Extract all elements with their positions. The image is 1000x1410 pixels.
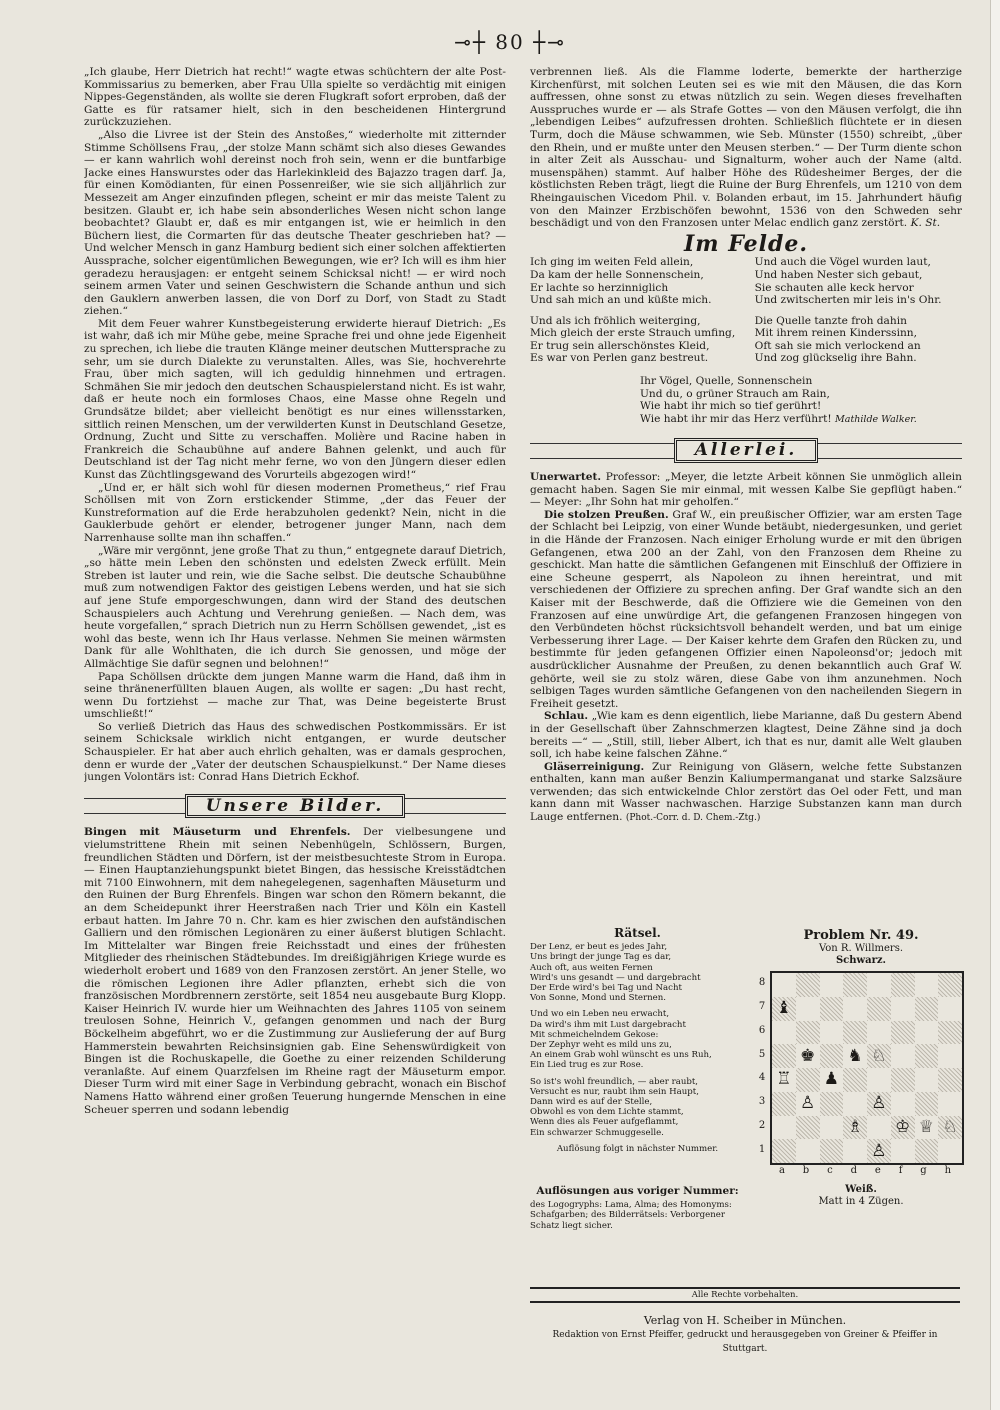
- chess-problem: [756, 928, 966, 1208]
- board-square-b6: [796, 1021, 820, 1045]
- board-square-d8: [843, 973, 867, 997]
- imprint: [530, 1314, 960, 1356]
- poem-stanza: Ich ging im weiten Feld allein, Da kam der helle Sonnenschein, Er lachte so herzinniglich Und sah mich an und küßte mich.: [530, 256, 712, 307]
- chess-piece: ♚: [800, 1045, 816, 1066]
- story-paragraph: „Wäre mir vergönnt, jene große That zu thun,“ entgegnete darauf Dietrich, „so hätte mein Leben den schönsten und edelsten Zweck erfüllt. Mein Streben ist lauter und rein, wie die Sache selbst. Die deutsche Schaubühne muß zum notwendigen Faktor des geistigen Lebens werden, und hat sie sich auf jene Stufe emporgeschwungen, dann wird der Stand des deutschen Schauspielers auch Achtung und Verehrung genießen. — Nach dem, was heute vorgefallen,“ sprach Dietrich nun zu Herrn Schöllsen gewendet, „ist es wohl das beste, wenn ich Ihr Haus verlasse. Nehmen Sie meinen wärmsten Dank für alle Wohlthaten, die ich durch Sie genossen, und möge der Allmächtige Sie dafür segnen und belohnen!“: [84, 544, 506, 670]
- ornament-right: [405, 798, 506, 814]
- chess-piece: ♞: [847, 1045, 863, 1066]
- board-square-d7: [843, 997, 867, 1021]
- board-square-g8: [915, 973, 939, 997]
- rank-label: 5: [758, 1048, 766, 1060]
- riddle-stanza: Der Lenz, er beut es jedes Jahr, Uns bringt der junge Tag es dar, Auch oft, aus weiten Fernen Wird's uns gesandt — und dargebracht Der Erde wird's bei Tag und Nacht Von Sonne, Mond und Sternen.: [530, 942, 701, 1004]
- story-paragraph: „Und er, er hält sich wohl für diesen modernen Prometheus,“ rief Frau Schöllsen mit von Zorn erstickender Stimme, „der das Feuer der Kunstreformation auf die Erde herabzuholen gedenkt? Nein, nicht in die Gauklerbude gehört er elender, betrogener junger Mann, nach dem Narrenhause sollte man ihn schaffen.“: [84, 481, 506, 544]
- board-square-b5: [796, 1044, 820, 1068]
- rank-label: 3: [758, 1096, 766, 1108]
- article-body-right: verbrennen ließ. Als die Flamme loderte, bemerkte der hartherzige Kirchenfürst, mit solchen Leuten sei es wie mit den Mäusen, die das Korn auffressen, ohne sonst zu etwas nützlich zu sein. Wegen dieses frevelhaften Ausspruches wurde er — als Strafe Gottes — von den Mäusen verfolgt, die ihn „lebendigen Leibes“ aufzufressen drohten. Schließlich flüchtete er in diesen Turm, doch die Mäuse schwammen, wie Seb. Münster (1550) schreibt, „über den Rhein, und er mußte unter den Meusen sterben.“ — Der Turm diente schon in alter Zeit als Ausschau- und Signalturm, woher auch der Name (altd. musenspähen) stammt. Auf halber Höhe des Rüdesheimer Berges, der die köstlichsten Reben trägt, liegt die Ruine der Burg Ehrenfels, um 1210 von dem Rheingauischen Vicedom Phil. v. Bolanden erbaut, im 15. Jahrhundert häufig von den Mainzer Erzbischöfen bewohnt, 1536 von den Schweden sehr beschädigt und von den Franzosen unter Melac endlich ganz zerstört.: [530, 66, 962, 230]
- allerlei-item: Gläserreinigung. Zur Reinigung von Gläsern, welche fette Substanzen enthalten, kann man außer Benzin Kaliumpermanganat und starke Salzsäure verwenden; das sich entwickelnde Chlor zerstört das Oel oder Fett, und man kann dann mit Wasser nachwaschen. Harzige Substanzen kann man durch Lauge entfernen. (Phot.-Corr. d. D. Chem.-Ztg.): [530, 760, 962, 824]
- file-label: e: [874, 1165, 881, 1176]
- riddle-note: Auflösung folgt in nächster Nummer.: [556, 1143, 719, 1154]
- white-label: Weiß.: [845, 1184, 877, 1195]
- board-square-a8: [772, 973, 796, 997]
- board-square-d1: [843, 1139, 867, 1163]
- poem-title: Im Felde.: [683, 230, 809, 257]
- board-square-h3: [938, 1092, 962, 1116]
- board-square-g4: [915, 1068, 939, 1092]
- file-label: g: [920, 1165, 927, 1176]
- file-label: c: [827, 1165, 833, 1176]
- chess-board-wrap: [756, 971, 966, 1206]
- ornament-right: [818, 443, 962, 459]
- chess-piece: ♙: [871, 1093, 887, 1114]
- board-square-f3: [891, 1092, 915, 1116]
- page-number: ⊸┼ 80 ┼⊸: [454, 30, 566, 54]
- chess-piece: ♖: [776, 1069, 792, 1090]
- publisher-line: Verlag von H. Scheiber in München.: [643, 1314, 847, 1327]
- board-square-b7: [796, 997, 820, 1021]
- board-square-a7: [772, 997, 796, 1021]
- chess-piece: ♙: [871, 1140, 887, 1161]
- poem-stanza: Die Quelle tanzte froh dahin Mit ihrem reinen Kinderssinn, Oft sah sie mich verlockend an Und zog glückselig ihre Bahn.: [754, 314, 921, 365]
- board-square-b8: [796, 973, 820, 997]
- poem-final-stanza: Ihr Vögel, Quelle, Sonnenschein Und du, o grüner Strauch am Rain, Wie habt ihr mich so tief gerührt! Wie habt ihr mir das Herz verführt! Mathilde Walker.: [640, 375, 917, 425]
- board-square-a1: [772, 1139, 796, 1163]
- allerlei-item: Unerwartet. Professor: „Meyer, die letzte Arbeit können Sie unmöglich allein gemacht haben. Sagen Sie mir einmal, mit wessen Kalbe Sie gepflügt haben.“ — Meyer: „Ihr Sohn hat mir geholfen.“: [530, 471, 962, 509]
- board-square-d2: [843, 1116, 867, 1140]
- board-square-b1: [796, 1139, 820, 1163]
- board-square-c7: [820, 997, 844, 1021]
- rank-label: 7: [758, 1001, 766, 1013]
- black-label: Schwarz.: [835, 955, 887, 966]
- chess-piece: ♗: [847, 1116, 863, 1137]
- rank-labels: [756, 971, 768, 1161]
- story-paragraph: „Also die Livree ist der Stein des Anstoßes,“ wiederholte mit zitternder Stimme Schöllsens Frau, „der stolze Mann schämt sich also dieses Gewandes — er kann wahrlich wohl dereinst noch froh sein, wenn er die buntfarbige Jacke eines Hanswurstes oder das Harlekinkleid des Bajazzo tragen darf. Ja, für einen Komödianten, für einen Possenreißer, wie sie sich alljährlich zur Messezeit am Anger einzufinden pflegen, scheint er mir das meiste Talent zu besitzen. Glaubt er, ich habe sein absonderliches Wesen nicht schon lange beobachtet? Glaubt er, daß es mir entgangen ist, wie er heimlich in den Büchern liest, die Cormarten für das deutsche Theater geschrieben hat? — Und welcher Mensch in ganz Hamburg bedient sich einer solchen affektierten Aussprache, solcher eigentümlichen Bewegungen, wie er? Ich will es ihm hier geradezu herausjagen: er entgeht seinem Schicksal nicht! — er wird noch seinem armen Vater und seinen Geschwistern die Schande anthun und sich den Gauklern anwerben lassen, die von Dorf zu Dorf, von Stadt zu Stadt ziehen.“: [84, 128, 506, 318]
- board-square-f6: [891, 1021, 915, 1045]
- problem-author: Von R. Willmers.: [818, 943, 904, 954]
- board-square-e7: [867, 997, 891, 1021]
- board-square-f8: [891, 973, 915, 997]
- ornament-left: [84, 798, 185, 814]
- right-column: [530, 66, 962, 825]
- board-square-c1: [820, 1139, 844, 1163]
- board-square-f7: [891, 997, 915, 1021]
- chess-piece: ♘: [871, 1045, 887, 1066]
- board-square-a3: [772, 1092, 796, 1116]
- rank-label: 1: [758, 1143, 766, 1155]
- rank-label: 2: [758, 1119, 766, 1131]
- board-square-g2: [915, 1116, 939, 1140]
- board-square-h8: [938, 973, 962, 997]
- poem-block-2: [530, 315, 962, 365]
- chess-piece: ♕: [918, 1116, 934, 1137]
- problem-title: Problem Nr. 49.: [803, 928, 919, 943]
- section-banner-allerlei: [530, 438, 962, 463]
- riddle-stanza: So ist's wohl freundlich, — aber raubt, Versucht es nur, raubt ihm sein Haupt, Dann wird es auf der Stelle, Obwohl es von dem Lichte stammt, Wenn dies als Feuer aufgeflammt, Ein schwarzer Schmuggeselle.: [530, 1076, 699, 1138]
- board-square-h7: [938, 997, 962, 1021]
- section-banner-bilder: [84, 794, 506, 819]
- board-square-d5: [843, 1044, 867, 1068]
- board-square-a2: [772, 1116, 796, 1140]
- board-square-e4: [867, 1068, 891, 1092]
- poem-block-1: [530, 256, 962, 306]
- rights-notice: Alle Rechte vorbehalten.: [530, 1287, 960, 1303]
- board-square-f1: [891, 1139, 915, 1163]
- poem-stanza: Und als ich fröhlich weiterging, Mich gleich der erste Strauch umfing, Er trug sein allerschönstes Kleid, Es war von Perlen ganz bestreut.: [530, 314, 736, 365]
- solutions-title: Auflösungen aus voriger Nummer:: [536, 1185, 739, 1197]
- allerlei-item: Schlau. „Wie kam es denn eigentlich, liebe Marianne, daß Du gestern Abend in der Gesellschaft über Zahnschmerzen klagtest, Deine Zähne sind ja doch bereits —“ — „Still, still, lieber Albert, ich that es nur, damit alle Welt glauben soll, ich habe keine falschen Zähne.“: [530, 710, 962, 761]
- board-square-e5: [867, 1044, 891, 1068]
- section-title-bilder: Unsere Bilder.: [185, 794, 406, 819]
- solutions-text: des Logogryphs: Lama, Alma; des Homonyms: Schafgarben; des Bilderrätsels: Verborgener Schatz liegt sicher.: [530, 1200, 732, 1231]
- chess-piece: ♘: [942, 1116, 958, 1137]
- redaktion-line: Redaktion von Ernst Pfeiffer, gedruckt und herausgegeben von Greiner & Pfeiffer in Stuttgart.: [552, 1330, 938, 1354]
- solutions-box: [530, 1186, 745, 1231]
- board-square-c2: [820, 1116, 844, 1140]
- board-square-c5: [820, 1044, 844, 1068]
- problem-task: Matt in 4 Zügen.: [818, 1196, 904, 1207]
- story-paragraph: Papa Schöllsen drückte dem jungen Manne warm die Hand, daß ihm in seine thränenerfüllten blauen Augen, als wollte er sagen: „Du hast recht, wenn Du fortziehst — mache zur That, was Deine begeisterte Brust umschließt!“: [84, 670, 506, 721]
- poem-author: Mathilde Walker.: [835, 413, 917, 425]
- file-label: f: [898, 1165, 903, 1176]
- section-title-allerlei: Allerlei.: [674, 438, 819, 463]
- board-square-d6: [843, 1021, 867, 1045]
- board-square-d3: [843, 1092, 867, 1116]
- file-label: h: [944, 1165, 952, 1176]
- article-bingen: [84, 826, 506, 1116]
- chess-piece: ♔: [895, 1116, 911, 1137]
- rank-label: 8: [758, 977, 766, 989]
- board-square-f4: [891, 1068, 915, 1092]
- board-square-g3: [915, 1092, 939, 1116]
- board-square-a5: [772, 1044, 796, 1068]
- board-square-c6: [820, 1021, 844, 1045]
- allerlei-item: Die stolzen Preußen. Graf W., ein preußischer Offizier, war am ersten Tage der Schlacht bei Leipzig, von einer Wunde betäubt, niedergesunken, und geriet in die Hände der Franzosen. Nach einiger Erholung wurde er mit den übrigen Gefangenen, etwa 200 an der Zahl, von den Franzosen dem Rheine zu geschickt. Man hatte die sämtlichen Gefangenen mit Einschluß der Offiziere in eine Scheune gesperrt, als Napoleon zu ihnen hereintrat, und mit verschiedenen der Offiziere zu sprechen anfing. Der Graf wandte sich an den Kaiser mit der Beschwerde, daß die Offiziere wie die Gemeinen von den Franzosen auf eine unwürdige Art, die gefangenen Franzosen hingegen von den Verbündeten höchst rücksichtsvoll behandelt werden, und bat um einige Verbesserung ihrer Lage. — Der Kaiser kehrte dem Grafen den Rücken zu, und bestimmte für jeden gefangenen Offizier einen Napoleonsd'or; jedoch mit ausdrücklicher Ausnahme der Preußen, zu denen bekanntlich auch Graf W. gehörte, weil sie zu stolz wären, diese Gabe von ihm anzunehmen. Noch selbigen Tages wurden sämtliche Gefangenen von den nacheilenden Siegern in Freiheit gesetzt.: [530, 508, 962, 710]
- board-square-h2: [938, 1116, 962, 1140]
- chess-piece: ♟: [823, 1069, 839, 1090]
- page-number-text: 80: [495, 30, 525, 54]
- file-label: a: [778, 1165, 785, 1176]
- board-square-c4: [820, 1068, 844, 1092]
- chess-board: [770, 971, 964, 1165]
- rank-label: 6: [758, 1024, 766, 1036]
- board-square-h6: [938, 1021, 962, 1045]
- story-paragraph: „Ich glaube, Herr Dietrich hat recht!“ wagte etwas schüchtern der alte Post-Kommissarius zu bemerken, aber Frau Ulla spielte so verdächtig mit einigen Nippes-Gegenständen, als wollte sie deren Flugkraft sofort erproben, daß der Gatte es für ratsamer hielt, sich in den bescheidenen Hintergrund zurückzuziehen.: [84, 66, 506, 129]
- left-column: [84, 66, 506, 1341]
- board-square-b2: [796, 1116, 820, 1140]
- board-square-e6: [867, 1021, 891, 1045]
- chess-piece: ♝: [776, 998, 792, 1019]
- article-continuation: [530, 66, 962, 230]
- board-square-g1: [915, 1139, 939, 1163]
- riddle-stanza: Und wo ein Leben neu erwacht, Da wird's ihm mit Lust dargebracht Mit schmeichelndem Gekose: Der Zephyr weht es mild uns zu, An einem Grab wohl wünscht es uns Ruh, Ein Lied trug es zur Rose.: [530, 1009, 712, 1071]
- story-paragraph: So verließ Dietrich das Haus des schwedischen Postkommissärs. Er ist seinem Schicksale wirklich nicht entgangen, er wurde deutscher Schauspieler. Er hat aber auch ehrlich gehalten, was er damals gesprochen, denn er wurde der „Vater der deutschen Schauspielkunst.“ Der Name dieses jungen Volontärs ist: Conrad Hans Dietrich Eckhof.: [84, 720, 506, 784]
- board-square-f5: [891, 1044, 915, 1068]
- rank-label: 4: [758, 1072, 766, 1084]
- board-square-h1: [938, 1139, 962, 1163]
- board-square-e8: [867, 973, 891, 997]
- article-signature: K. St.: [910, 217, 941, 230]
- file-label: d: [850, 1165, 857, 1176]
- board-square-d4: [843, 1068, 867, 1092]
- ornament-left: [530, 443, 674, 459]
- riddle-box: [530, 928, 745, 1154]
- board-square-c8: [820, 973, 844, 997]
- board-square-b4: [796, 1068, 820, 1092]
- allerlei-source: (Phot.-Corr. d. D. Chem.-Ztg.): [625, 813, 761, 824]
- board-square-g6: [915, 1021, 939, 1045]
- board-square-e1: [867, 1139, 891, 1163]
- chess-piece: ♙: [800, 1093, 816, 1114]
- board-square-b3: [796, 1092, 820, 1116]
- board-square-g5: [915, 1044, 939, 1068]
- board-square-g7: [915, 997, 939, 1021]
- board-square-c3: [820, 1092, 844, 1116]
- poem-stanza: Und auch die Vögel wurden laut, Und haben Nester sich gebaut, Sie schauten alle keck hervor Und zwitscherten mir leis in's Ohr.: [754, 256, 942, 307]
- board-square-f2: [891, 1116, 915, 1140]
- article-headline: Bingen mit Mäuseturm und Ehrenfels.: [84, 826, 351, 839]
- riddle-title: Rätsel.: [614, 926, 661, 940]
- board-square-e3: [867, 1092, 891, 1116]
- story-paragraph: Mit dem Feuer wahrer Kunstbegeisterung erwiderte hierauf Dietrich: „Es ist wahr, daß ich mir Mühe gebe, meine Sprache frei und ohne jede Eigenheit zu sprechen, ich liebe die trauten Klänge meiner deutschen Muttersprache zu sehr, um sie durch Dialekte zu verunstalten. Alles, was Sie, hochverehrte Frau, über mich sagten, will ich geduldig hinnehmen und ertragen. Schmähen Sie mir jedoch den deutschen Schauspielerstand nicht. Es ist wahr, daß er heute noch ein formloses Chaos, eine Masse ohne Regeln und Grundsätze bildet; aber vielleicht benötigt es nur eines willensstarken, sittlich reinen Menschen, um der verwilderten Kunst in Deutschland Gesetze, Ordnung, Zucht und Sitte zu verschaffen. Molière und Racine haben in Frankreich die Schaubühne auf andere Bahnen gelenkt, und auch für Deutschland ist der Tag nicht mehr ferne, wo von den Jüngern dieser edlen Kunst das Züchtlingsgewand des Vorurteils abgezogen wird!“: [84, 317, 506, 481]
- page-edge: [990, 0, 1000, 1410]
- board-square-h5: [938, 1044, 962, 1068]
- board-square-a4: [772, 1068, 796, 1092]
- file-label: b: [802, 1165, 810, 1176]
- board-square-a6: [772, 1021, 796, 1045]
- board-square-e2: [867, 1116, 891, 1140]
- article-body-left: Der vielbesungene und vielumstrittene Rhein mit seinen Nebenhügeln, Schlössern, Burgen, freundlichen Städten und Dörfern, ist der meistbesuchteste Strom in Europa. — Einen Hauptanziehungspunkt bietet Bingen, das hessische Kreisstädtchen mit 7100 Einwohnern, mit dem nahegelegenen, sagenhaften Mäuseturm und den Ruinen der Burg Ehrenfels. Bingen war schon den Römern bekannt, die an dem Scheidepunkt ihrer Heerstraßen nach Trier und Köln ein Kastell erbaut hatten. Im Jahre 70 n. Chr. kam es hier zwischen den aufständischen Galliern und den römischen Legionären zu einer äußerst blutigen Schlacht. Im Mittelalter war Bingen freie Reichsstadt und eines der frühesten Mitglieder des rheinischen Städtebundes. Im dreißigjährigen Kriege wurde es wiederholt erobert und 1689 von den Franzosen zerstört. An jener Stelle, wo die römischen Legionen ihre Adler pflanzten, erhebt sich die von französischen Mordbrennern zerstörte, seit 1854 neu ausgebaute Burg Klopp. Kaiser Heinrich IV. wurde hier um Weihnachten des Jahres 1105 von seinem treulosen Sohne, Heinrich V., gefangen genommen und nach der Burg Böckelheim abgeführt, wo er die Zustimmung zur Auslieferung der auf Burg Hammerstein bewahrten Reichsinsignien gab. Eine Sehenswürdigkeit von Bingen ist die Rochuskapelle, die Goethe zu einer reizenden Schilderung veranlaßte. Auf einem Quarzfelsen im Rheine ragt der Mäuseturm empor. Dieser Turm wird mit einer Sage in Verbindung gebracht, wonach ein Bischof Namens Hatto während einer großen Teuerung hungernde Menschen in eine Scheuer sperren und sodann lebendig: [84, 826, 506, 1116]
- file-labels: [770, 1165, 960, 1176]
- board-square-h4: [938, 1068, 962, 1092]
